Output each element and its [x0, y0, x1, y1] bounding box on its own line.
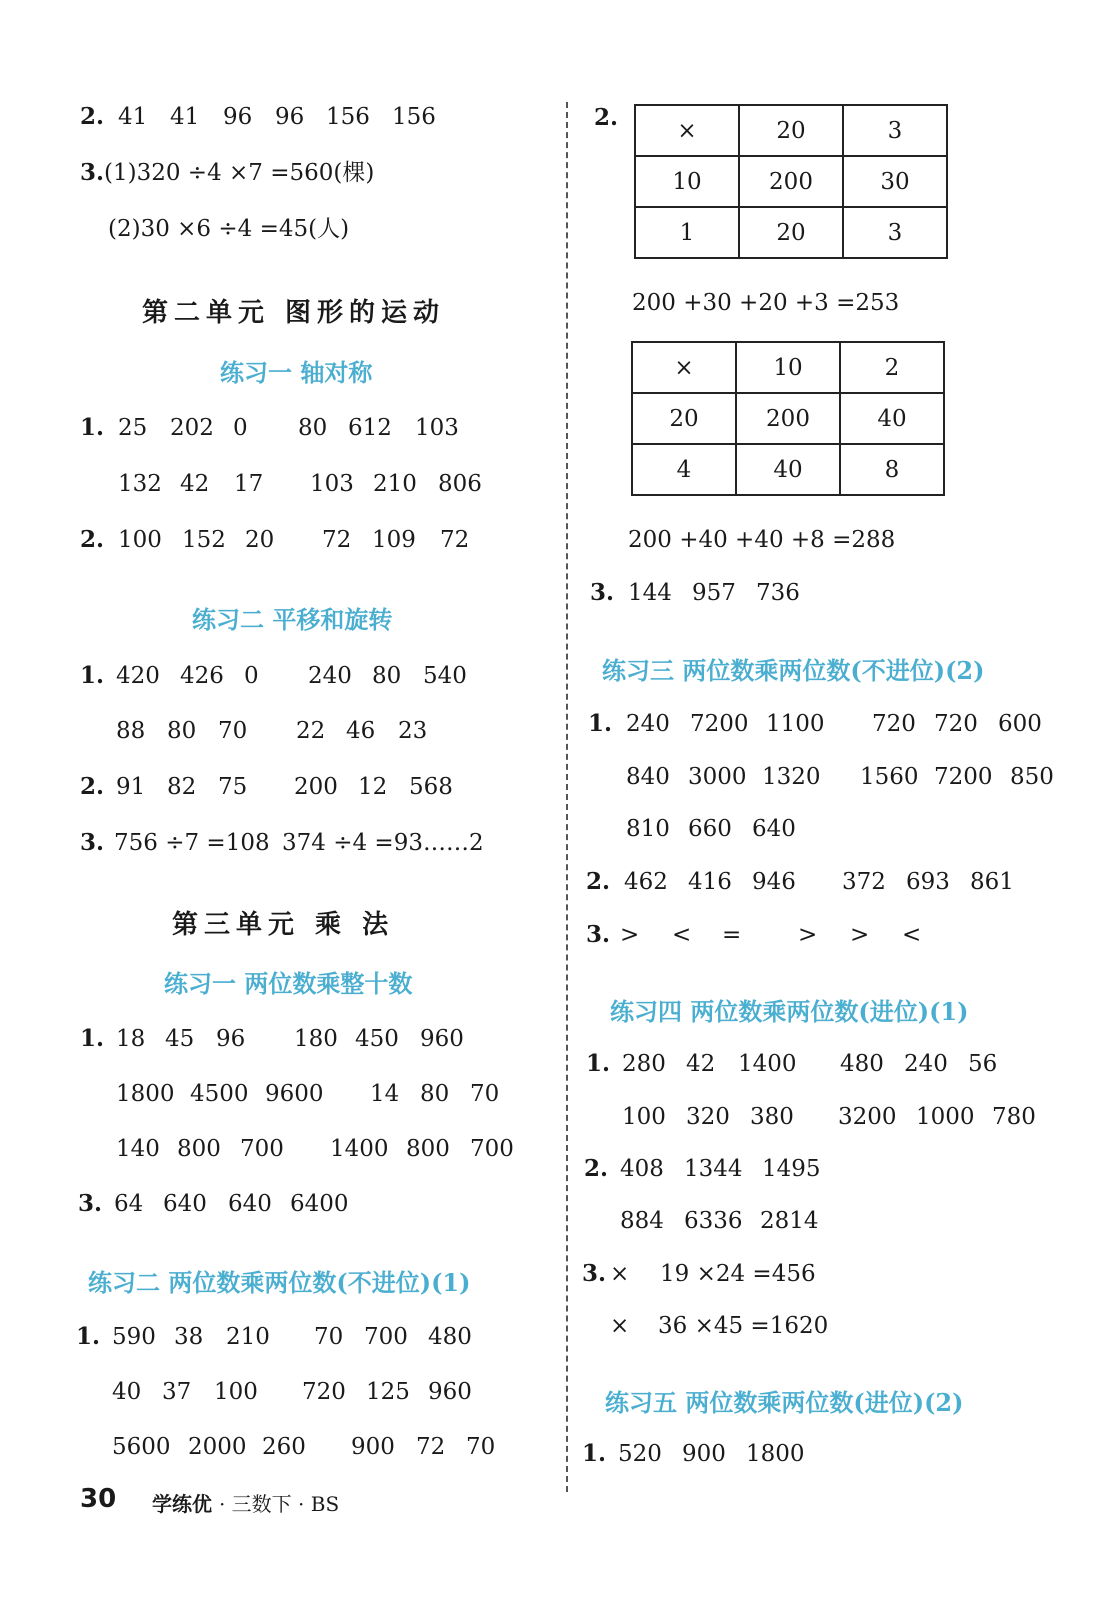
grid-row [635, 105, 947, 156]
grid-cell: 30 [843, 156, 947, 207]
unit3-ex1-title: 练习一 两位数乘整十数 [164, 969, 413, 998]
multiplication-grid-1 [634, 104, 948, 259]
grid-cell: 200 [736, 393, 840, 444]
grid-cell: 1 [635, 207, 739, 258]
grid-cell: 10 [736, 342, 840, 393]
grid-row [632, 342, 944, 393]
grid-row [632, 444, 944, 495]
unit2-ex1-title: 练习一 轴对称 [220, 358, 373, 387]
brand-name: 学练优 [152, 1492, 212, 1516]
unit2-title: 第二单元 图形的运动 [142, 298, 446, 328]
book-info: · 三数下 · BS [218, 1492, 340, 1516]
multiplication-grid-2 [631, 341, 945, 496]
page-number: 30 [80, 1484, 117, 1514]
grid-cell: 20 [739, 105, 843, 156]
column-divider [566, 102, 568, 1492]
grid-cell: 40 [840, 393, 944, 444]
unit3-title: 第三单元 乘 法 [172, 910, 395, 940]
equation-1: 200 +30 +20 +3 =253 [632, 290, 900, 316]
grid-cell: 10 [635, 156, 739, 207]
left-q3-line1: 3.(1)320 ÷4 ×7 =560(棵) [80, 159, 375, 186]
right-q2-num: 2. [594, 104, 619, 131]
grid-cell: 40 [736, 444, 840, 495]
grid-cell: 8 [840, 444, 944, 495]
ex4-title: 练习四 两位数乘两位数(进位)(1) [610, 997, 969, 1026]
grid-cell: 3 [843, 207, 947, 258]
ex5-title: 练习五 两位数乘两位数(进位)(2) [605, 1388, 964, 1417]
grid-row [632, 393, 944, 444]
grid-cell: × [632, 342, 736, 393]
unit2-ex2-title: 练习二 平移和旋转 [192, 605, 393, 634]
grid-cell: 20 [739, 207, 843, 258]
unit3-ex2-title: 练习二 两位数乘两位数(不进位)(1) [88, 1268, 471, 1297]
equation-2: 200 +40 +40 +8 =288 [628, 527, 896, 553]
grid-row [635, 207, 947, 258]
grid-cell: 20 [632, 393, 736, 444]
grid-cell: × [635, 105, 739, 156]
grid-cell: 3 [843, 105, 947, 156]
grid-cell: 200 [739, 156, 843, 207]
left-q3-line2: (2)30 ×6 ÷4 =45(人) [108, 216, 350, 242]
grid-cell: 2 [840, 342, 944, 393]
grid-row [635, 156, 947, 207]
book-brand [152, 1488, 339, 1517]
ex3-title: 练习三 两位数乘两位数(不进位)(2) [602, 656, 985, 685]
grid-cell: 4 [632, 444, 736, 495]
